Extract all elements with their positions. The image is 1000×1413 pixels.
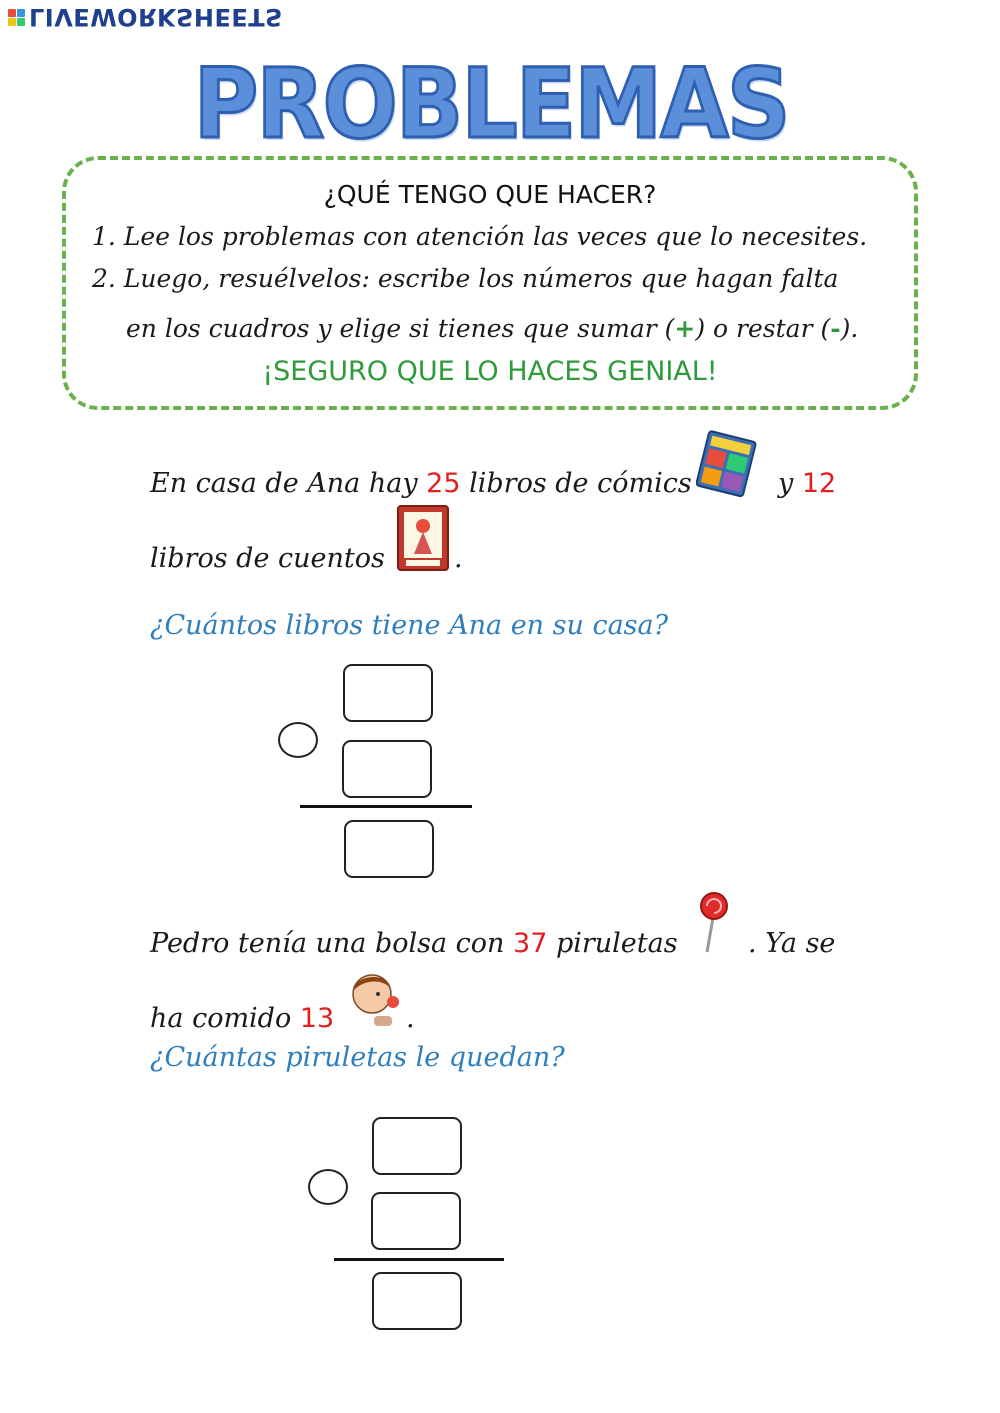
problem2-text-d: ha comido	[150, 1003, 300, 1034]
problem1-text-a: En casa de Ana hay	[150, 468, 427, 499]
problem2-result-box[interactable]	[372, 1272, 462, 1330]
minus-sign: -	[830, 314, 841, 343]
logo-text: LIVEWORKSHEETS	[29, 3, 283, 31]
problem2-subtraction-line	[334, 1258, 504, 1261]
problem2-answer-box-1[interactable]	[372, 1117, 462, 1175]
problem2-operator-circle[interactable]	[308, 1169, 348, 1205]
problem2-question: ¿Cuántas piruletas le quedan?	[150, 1042, 565, 1073]
instructions-heading: ¿QUÉ TENGO QUE HACER?	[323, 180, 657, 209]
problem2-number-1: 37	[513, 928, 548, 959]
problem1-question: ¿Cuántos libros tiene Ana en su casa?	[150, 610, 669, 641]
instructions-box	[62, 156, 918, 410]
plus-sign: +	[674, 314, 696, 343]
problem1-line1	[150, 468, 692, 499]
problem2-text-a: Pedro tenía una bolsa con	[150, 928, 514, 959]
problem2-already: . Ya se	[748, 928, 836, 959]
child-eating-icon	[346, 964, 408, 1030]
problem2-period: .	[406, 1003, 415, 1034]
problem1-result-box[interactable]	[344, 820, 434, 878]
problem2-answer-box-2[interactable]	[371, 1192, 461, 1250]
problem1-text-c: y	[778, 468, 802, 499]
storybook-icon	[396, 504, 450, 572]
problem2-text-b: piruletas	[547, 928, 678, 959]
instruction-line-2: 2. Luego, resuélvelos: escribe los números que hagan falta	[92, 264, 839, 293]
problem1-number-2: 12	[801, 468, 837, 499]
instruction-line-3	[126, 314, 858, 343]
problem1-and	[778, 468, 836, 499]
problem1-operator-circle[interactable]	[278, 722, 318, 758]
problem2-number-2: 13	[299, 1003, 335, 1034]
encouragement-text: ¡SEGURO QUE LO HACES GENIAL!	[262, 356, 718, 387]
lollipop-icon	[696, 890, 730, 954]
comic-book-icon	[696, 430, 758, 498]
problem1-sum-line	[300, 805, 472, 808]
problem1-answer-box-2[interactable]	[342, 740, 432, 798]
problem2-line1	[150, 928, 678, 959]
instruction-line-3-pre: en los cuadros y elige si tienes que sumar (	[126, 314, 675, 343]
liveworksheets-logo	[8, 4, 283, 30]
instruction-line-3-post: ).	[840, 314, 859, 343]
problem1-period: .	[454, 543, 463, 574]
page-title: PROBLEMAS	[193, 48, 789, 160]
problem1-text-b: libros de cómics	[460, 468, 692, 499]
problem1-answer-box-1[interactable]	[343, 664, 433, 722]
problem1-line2: libros de cuentos	[150, 543, 385, 574]
instruction-line-1: 1. Lee los problemas con atención las veces que lo necesites.	[92, 222, 868, 251]
logo-blocks-icon	[8, 9, 25, 26]
problem1-number-1: 25	[426, 468, 461, 499]
problem2-line2	[150, 1003, 334, 1034]
instruction-line-3-mid: ) o restar (	[695, 314, 831, 343]
